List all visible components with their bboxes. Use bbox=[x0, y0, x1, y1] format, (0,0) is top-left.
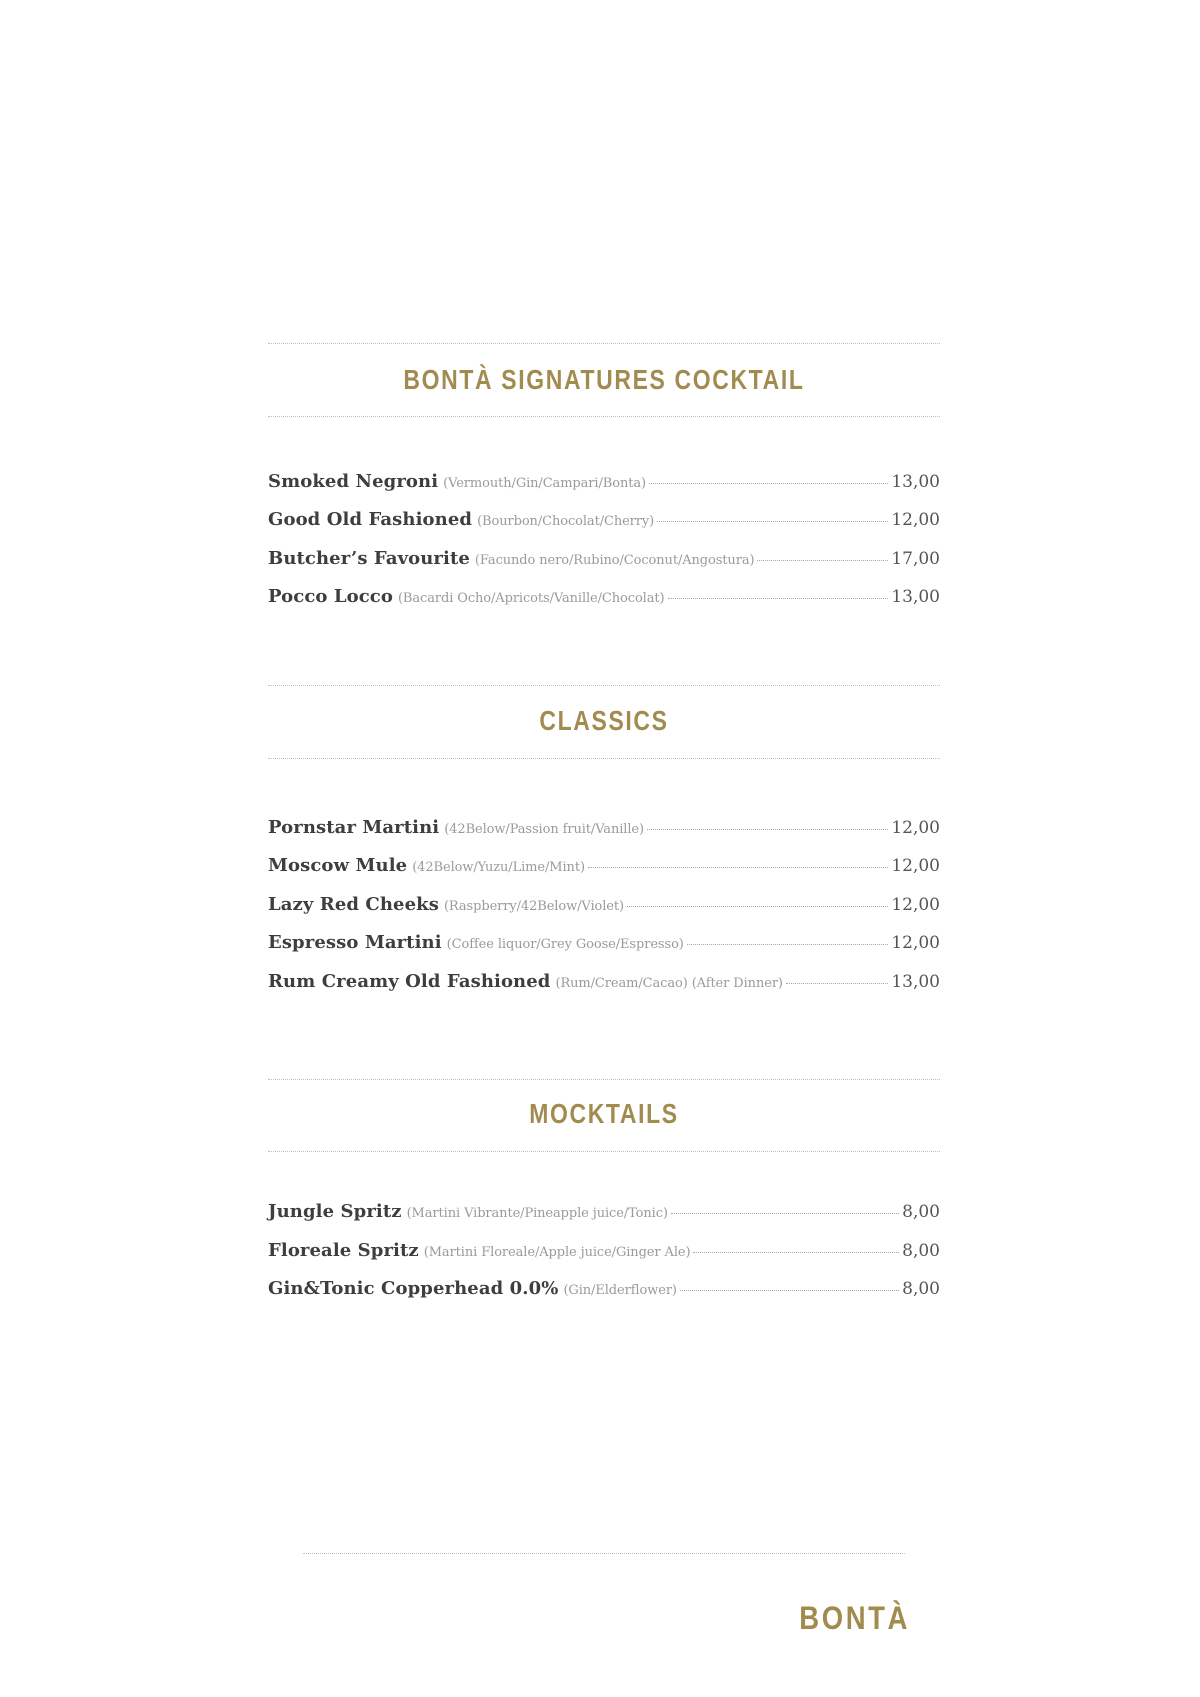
item-price: 12,00 bbox=[891, 510, 940, 530]
item-ingredients: (Facundo nero/Rubino/Coconut/Angostura) bbox=[474, 553, 755, 568]
section-bottom-divider bbox=[268, 416, 940, 417]
brand-logo: BONTÀ bbox=[799, 1600, 910, 1636]
section-title: CLASSICS bbox=[539, 705, 669, 736]
menu-item bbox=[268, 817, 940, 843]
item-ingredients: (Bourbon/Chocolat/Cherry) bbox=[477, 514, 655, 529]
item-price: 12,00 bbox=[891, 895, 940, 915]
dotted-leader bbox=[588, 867, 888, 868]
item-ingredients: (Vermouth/Gin/Campari/Bonta) bbox=[443, 476, 646, 491]
item-ingredients: (Martini Floreale/Apple juice/Ginger Ale) bbox=[423, 1245, 691, 1260]
menu-item bbox=[268, 855, 940, 881]
item-name: Moscow Mule bbox=[268, 855, 408, 876]
item-name: Rum Creamy Old Fashioned bbox=[268, 971, 551, 992]
section-top-divider bbox=[268, 685, 940, 686]
section-top-divider bbox=[268, 1079, 940, 1080]
item-ingredients: (Gin/Elderflower) bbox=[563, 1283, 677, 1298]
section-title: BONTÀ SIGNATURES COCKTAIL bbox=[403, 364, 805, 395]
item-name: Pocco Locco bbox=[268, 586, 393, 607]
dotted-leader bbox=[627, 906, 888, 907]
item-price: 8,00 bbox=[902, 1202, 940, 1222]
dotted-leader bbox=[786, 983, 888, 984]
section-title: MOCKTAILS bbox=[529, 1098, 679, 1129]
item-price: 8,00 bbox=[902, 1241, 940, 1261]
dotted-leader bbox=[668, 598, 889, 599]
dotted-leader bbox=[657, 521, 888, 522]
menu-item bbox=[268, 894, 940, 920]
section-top-divider bbox=[268, 343, 940, 344]
section-bottom-divider bbox=[268, 758, 940, 759]
footer-divider bbox=[303, 1553, 905, 1554]
item-name: Butcher’s Favourite bbox=[268, 548, 470, 569]
menu-item bbox=[268, 509, 940, 535]
menu-item bbox=[268, 1240, 940, 1266]
item-name: Floreale Spritz bbox=[268, 1240, 419, 1261]
menu-item bbox=[268, 586, 940, 612]
dotted-leader bbox=[693, 1252, 899, 1253]
item-name: Smoked Negroni bbox=[268, 471, 439, 492]
item-price: 12,00 bbox=[891, 856, 940, 876]
item-ingredients: (42Below/Yuzu/Lime/Mint) bbox=[412, 860, 585, 875]
item-price: 12,00 bbox=[891, 818, 940, 838]
dotted-leader bbox=[647, 829, 888, 830]
dotted-leader bbox=[671, 1213, 899, 1214]
menu-item bbox=[268, 971, 940, 997]
item-price: 13,00 bbox=[891, 972, 940, 992]
item-price: 12,00 bbox=[891, 933, 940, 953]
dotted-leader bbox=[687, 944, 889, 945]
item-price: 8,00 bbox=[902, 1279, 940, 1299]
item-name: Good Old Fashioned bbox=[268, 509, 473, 530]
item-price: 13,00 bbox=[891, 587, 940, 607]
menu-item bbox=[268, 1201, 940, 1227]
menu-item bbox=[268, 932, 940, 958]
item-price: 13,00 bbox=[891, 472, 940, 492]
menu-item bbox=[268, 471, 940, 497]
item-ingredients: (Rum/Cream/Cacao) (After Dinner) bbox=[555, 976, 783, 991]
menu-item bbox=[268, 548, 940, 574]
item-ingredients: (42Below/Passion fruit/Vanille) bbox=[444, 822, 644, 837]
item-name: Jungle Spritz bbox=[268, 1201, 402, 1222]
item-name: Lazy Red Cheeks bbox=[268, 894, 439, 915]
menu-item bbox=[268, 1278, 940, 1304]
section-bottom-divider bbox=[268, 1151, 940, 1152]
dotted-leader bbox=[757, 560, 888, 561]
item-ingredients: (Bacardi Ocho/Apricots/Vanille/Chocolat) bbox=[397, 591, 665, 606]
item-name: Gin&Tonic Copperhead 0.0% bbox=[268, 1278, 559, 1299]
item-ingredients: (Raspberry/42Below/Violet) bbox=[443, 899, 624, 914]
item-ingredients: (Coffee liquor/Grey Goose/Espresso) bbox=[446, 937, 684, 952]
item-name: Espresso Martini bbox=[268, 932, 442, 953]
item-ingredients: (Martini Vibrante/Pineapple juice/Tonic) bbox=[406, 1206, 668, 1221]
item-name: Pornstar Martini bbox=[268, 817, 440, 838]
dotted-leader bbox=[649, 483, 888, 484]
dotted-leader bbox=[680, 1290, 899, 1291]
item-price: 17,00 bbox=[891, 549, 940, 569]
